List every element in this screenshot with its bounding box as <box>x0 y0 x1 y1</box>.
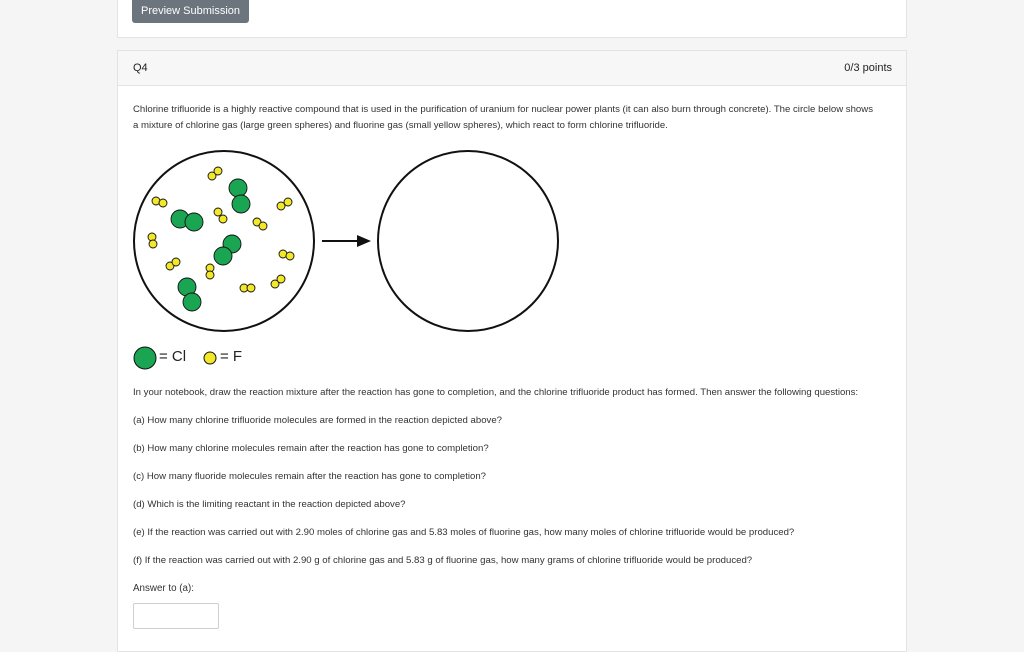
instructions-text: In your notebook, draw the reaction mixture after the reaction has gone to completion, and the chlorine trifluoride product has formed. Then answer the following questions: <box>133 387 859 398</box>
answer-a-label: Answer to (a): <box>133 583 194 594</box>
chlorine-legend-sphere <box>134 347 156 369</box>
preview-submission-button[interactable]: Preview Submission <box>132 0 249 23</box>
question-card <box>117 50 907 652</box>
legend <box>133 346 891 370</box>
legend-chlorine-label: = Cl <box>159 348 187 365</box>
fluorine-legend-sphere <box>204 352 216 364</box>
product-mixture-circle <box>378 151 558 331</box>
subquestion-f: (f) If the reaction was carried out with 2.90 g of chlorine gas and 5.83 g of fluorine gas, how many grams of chlorine trifluoride would be produced? <box>133 555 753 566</box>
reaction-arrow <box>322 235 371 247</box>
question-body <box>118 102 906 629</box>
subquestion-a: (a) How many chlorine trifluoride molecules are formed in the reaction depicted above? <box>133 415 503 426</box>
answer-a-input[interactable] <box>133 603 219 629</box>
reaction-figure <box>133 149 891 334</box>
question-header <box>118 51 906 86</box>
question-number: Q4 <box>133 62 148 74</box>
previous-question-card <box>117 0 907 38</box>
question-intro: Chlorine trifluoride is a highly reactive compound that is used in the purification of uranium for nuclear power plants (it can also burn through concrete). The circle below shows a mixture of chlorine gas (large green spheres) and fluorine gas (small yellow spheres), which react to form chlorine trifluoride. <box>133 104 873 131</box>
question-points: 0/3 points <box>844 62 892 74</box>
subquestion-e: (e) If the reaction was carried out with 2.90 moles of chlorine gas and 5.83 moles of fluorine gas, how many moles of chlorine trifluoride would be produced? <box>133 527 795 538</box>
subquestion-b: (b) How many chlorine molecules remain after the reaction has gone to completion? <box>133 443 489 454</box>
subquestion-d: (d) Which is the limiting reactant in the reaction depicted above? <box>133 499 406 510</box>
legend-fluorine-label: = F <box>220 348 243 365</box>
reaction-diagram <box>133 149 573 334</box>
subquestion-c: (c) How many fluoride molecules remain after the reaction has gone to completion? <box>133 471 487 482</box>
